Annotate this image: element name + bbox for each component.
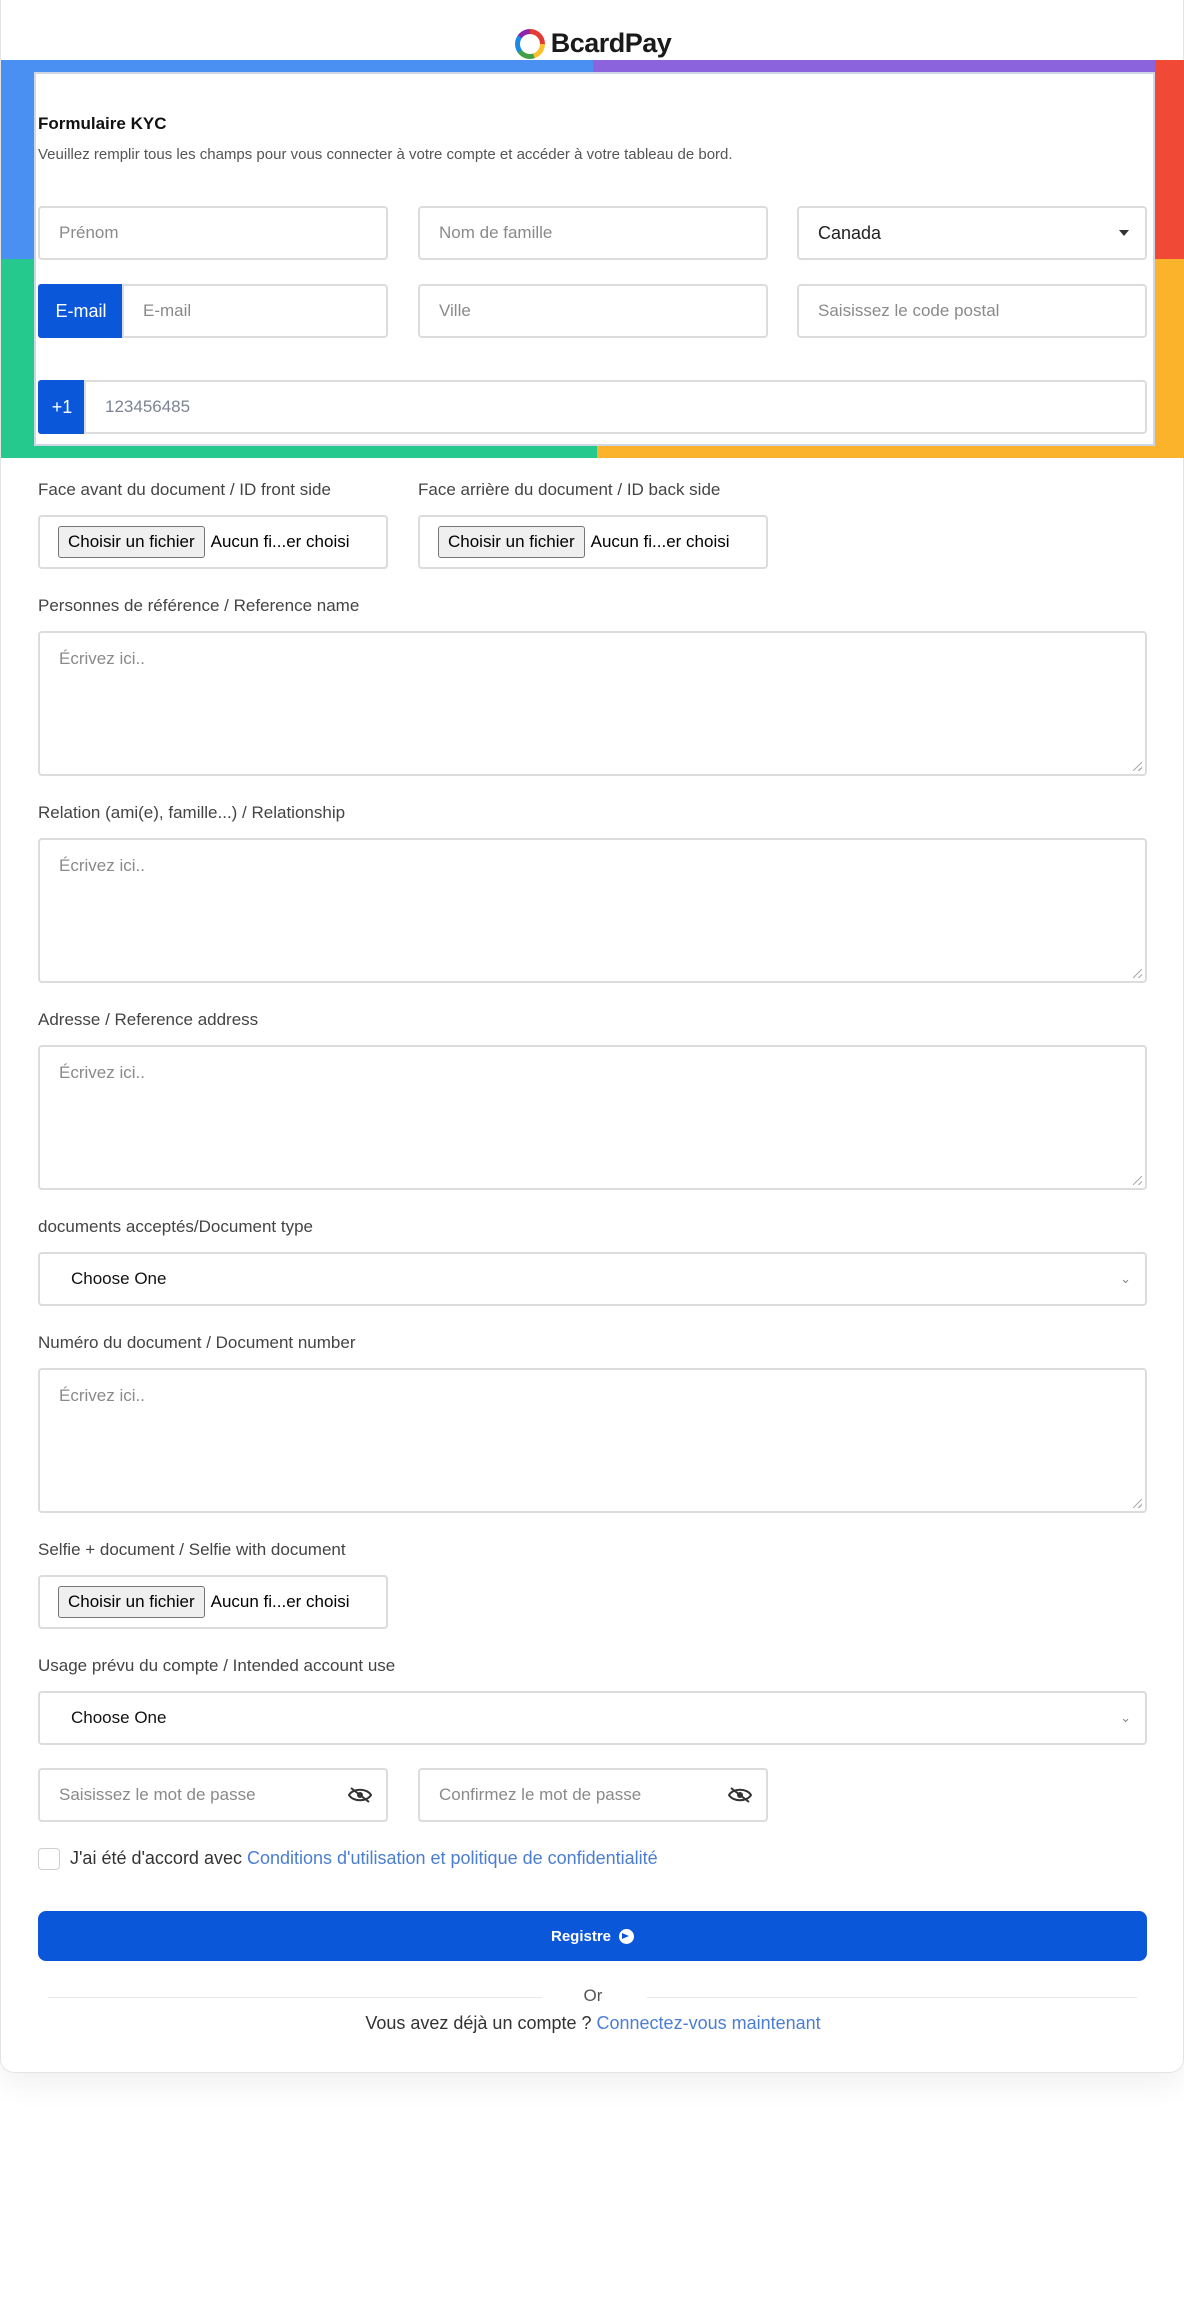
- document-number-textarea[interactable]: [38, 1368, 1147, 1513]
- phone-input[interactable]: 123456485: [84, 380, 1147, 434]
- brand-name: BcardPay: [550, 28, 672, 58]
- eye-slash-icon[interactable]: [728, 1787, 752, 1803]
- id-back-label: Face arrière du document / ID back side: [418, 480, 721, 499]
- terms-prefix: J'ai été d'accord avec: [70, 1848, 242, 1868]
- terms-checkbox[interactable]: [38, 1848, 60, 1870]
- frame-red: [1155, 60, 1184, 259]
- reference-name-label: Personnes de référence / Reference name: [38, 596, 360, 615]
- textarea-placeholder: Écrivez ici..: [59, 1386, 145, 1405]
- password-input[interactable]: [38, 1768, 388, 1822]
- choose-file-button[interactable]: Choisir un fichier: [58, 526, 205, 558]
- form-title: Formulaire KYC: [38, 114, 167, 133]
- textarea-placeholder: Écrivez ici..: [59, 649, 145, 668]
- account-use-label: Usage prévu du compte / Intended account use: [38, 1656, 396, 1675]
- no-file-text: Aucun fi...er choisi: [210, 1592, 350, 1611]
- postal-code-input[interactable]: Saisissez le code postal: [797, 284, 1147, 338]
- or-separator: Or: [583, 1986, 603, 2005]
- document-type-label: documents acceptés/Document type: [38, 1217, 313, 1236]
- selfie-label: Selfie + document / Selfie with document: [38, 1540, 346, 1559]
- confirm-password-placeholder: Confirmez le mot de passe: [439, 1785, 642, 1804]
- login-prompt: [1, 2013, 1184, 2034]
- chevron-down-icon: ⌄: [1120, 1710, 1131, 1725]
- login-link[interactable]: Connectez-vous maintenant: [596, 2013, 821, 2033]
- login-prefix: Vous avez déjà un compte ?: [365, 2013, 592, 2033]
- relationship-label: Relation (ami(e), famille...) / Relationship: [38, 803, 346, 822]
- form-subtitle: Veuillez remplir tous les champs pour vous connecter à votre compte et accéder à votre tableau de bord.: [38, 146, 733, 163]
- choose-file-button[interactable]: Choisir un fichier: [438, 526, 585, 558]
- id-back-file-input[interactable]: [418, 515, 768, 569]
- document-type-select[interactable]: [38, 1252, 1147, 1306]
- textarea-placeholder: Écrivez ici..: [59, 1063, 145, 1082]
- reference-address-textarea[interactable]: [38, 1045, 1147, 1190]
- terms-link[interactable]: Conditions d'utilisation et politique de confidentialité: [246, 1848, 658, 1868]
- country-value: Canada: [818, 222, 882, 243]
- country-select[interactable]: [797, 206, 1147, 260]
- no-file-text: Aucun fi...er choisi: [590, 532, 730, 551]
- resize-grip-icon[interactable]: [1133, 969, 1142, 978]
- register-label: Registre: [550, 1927, 612, 1945]
- no-file-text: Aucun fi...er choisi: [210, 532, 350, 551]
- reference-name-textarea[interactable]: [38, 631, 1147, 776]
- reference-address-label: Adresse / Reference address: [38, 1010, 259, 1029]
- email-addon: E-mail: [38, 284, 124, 338]
- logo-ring-icon: [515, 29, 545, 59]
- account-use-value: Choose One: [71, 1708, 167, 1727]
- resize-grip-icon[interactable]: [1133, 1499, 1142, 1508]
- phone-prefix: +1: [38, 380, 86, 434]
- last-name-input[interactable]: Nom de famille: [418, 206, 768, 260]
- chevron-down-icon: ⌄: [1120, 1271, 1131, 1286]
- eye-slash-icon[interactable]: [348, 1787, 372, 1803]
- choose-file-button[interactable]: Choisir un fichier: [58, 1586, 205, 1618]
- caret-down-icon: [1119, 230, 1129, 236]
- id-front-file-input[interactable]: [38, 515, 388, 569]
- id-front-label: Face avant du document / ID front side: [38, 480, 331, 499]
- document-number-label: Numéro du document / Document number: [38, 1333, 356, 1352]
- document-type-value: Choose One: [71, 1269, 167, 1288]
- relationship-textarea[interactable]: [38, 838, 1147, 983]
- city-input[interactable]: Ville: [418, 284, 768, 338]
- email-input[interactable]: E-mail: [122, 284, 388, 338]
- resize-grip-icon[interactable]: [1133, 1176, 1142, 1185]
- textarea-placeholder: Écrivez ici..: [59, 856, 145, 875]
- selfie-file-input[interactable]: [38, 1575, 388, 1629]
- first-name-input[interactable]: Prénom: [38, 206, 388, 260]
- terms-text: [70, 1848, 658, 1869]
- resize-grip-icon[interactable]: [1133, 762, 1142, 771]
- arrow-right-circle-icon: [619, 1929, 634, 1944]
- brand-logo[interactable]: [1, 28, 1184, 59]
- password-placeholder: Saisissez le mot de passe: [59, 1785, 256, 1804]
- account-use-select[interactable]: [38, 1691, 1147, 1745]
- confirm-password-input[interactable]: [418, 1768, 768, 1822]
- register-button[interactable]: [38, 1911, 1147, 1961]
